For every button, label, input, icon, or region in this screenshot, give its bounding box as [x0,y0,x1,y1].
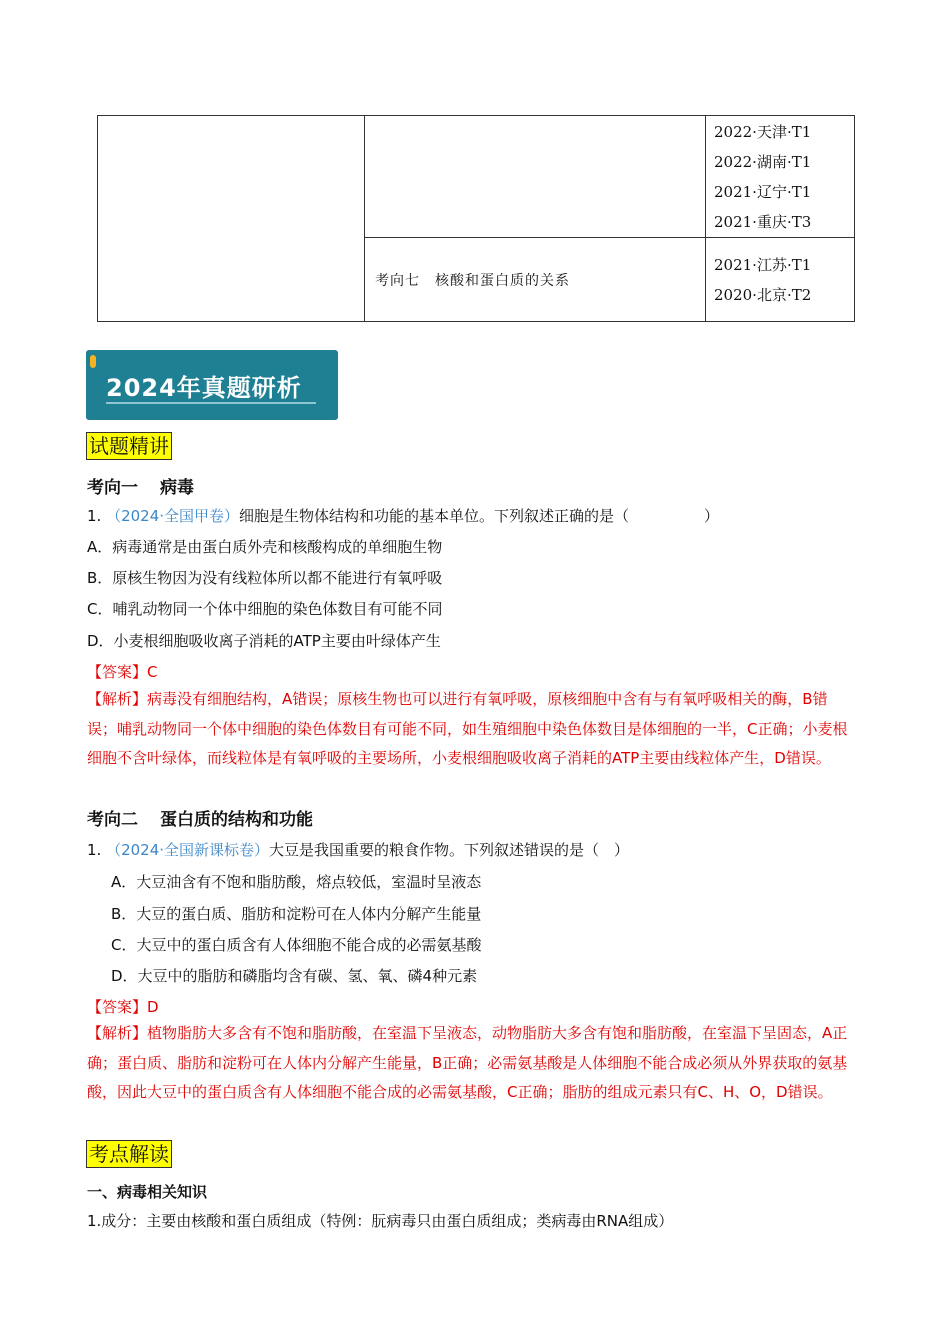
analysis-label: 【解析】 [87,1024,148,1042]
banner-underline [106,402,316,404]
option-d: D．小麦根细胞吸收离子消耗的ATP主要由叶绿体产生 [87,632,441,650]
analysis-text: 植物脂肪大多含有不饱和脂肪酸，在室温下呈液态，动物脂肪大多含有饱和脂肪酸，在室温下呈固态，A正确；蛋白质、脂肪和淀粉可在人体内分解产生能量，B正确；必需氨基酸是人体细胞不能合成必须从外界获取的氨基酸，因此大豆中的蛋白质含有人体细胞不能合成的必需氨基酸，C正确；脂肪的组成元素只有C、H、O，D错误。 [87,1024,848,1101]
table-cell-direction: 考向七 核酸和蛋白质的关系 [365,238,706,322]
section-banner [86,350,338,420]
key-points-heading: 考点解读 [86,1140,172,1168]
table-cell-empty [365,116,706,238]
year-item: 2021·江苏·T1 [714,255,812,274]
table-cell-empty [98,116,365,322]
question-number: 1. [87,841,102,859]
direction-title: 蛋白质的结构和功能 [160,810,313,830]
direction-label: 考向二 [87,810,138,830]
direction-title: 病毒 [160,478,194,498]
question-text: 大豆是我国重要的粮食作物。下列叙述错误的是（ ） [269,841,630,859]
answer: 【答案】C [87,663,158,681]
virus-heading: 一、病毒相关知识 [87,1183,208,1201]
option-c: C．大豆中的蛋白质含有人体细胞不能合成的必需氨基酸 [111,936,482,954]
answer: 【答案】D [87,998,159,1016]
option-b: B．大豆的蛋白质、脂肪和淀粉可在人体内分解产生能量 [111,905,482,923]
direction-heading [87,473,194,498]
exam-heading: 试题精讲 [86,432,172,460]
direction-heading [87,805,313,830]
year-item: 2021·辽宁·T1 [714,182,812,201]
exam-direction-table [97,115,855,322]
option-d: D．大豆中的脂肪和磷脂均含有碳、氢、氧、磷4种元素 [111,967,478,985]
question-stem [87,839,629,860]
year-item: 2020·北京·T2 [714,285,812,304]
analysis [87,685,857,774]
virus-composition-line: 1.成分：主要由核酸和蛋白质组成（特例：朊病毒只由蛋白质组成；类病毒由RNA组成） [87,1212,674,1230]
option-a: A．大豆油含有不饱和脂肪酸，熔点较低，室温时呈液态 [111,873,482,891]
analysis [87,1019,857,1108]
analysis-label: 【解析】 [87,690,148,708]
banner-title: 2024年真题研析 [106,374,302,402]
year-item: 2021·重庆·T3 [714,212,812,231]
table-cell-years [706,238,855,322]
year-item: 2022·湖南·T1 [714,152,812,171]
option-c: C．哺乳动物同一个体中细胞的染色体数目有可能不同 [87,600,443,618]
question-number: 1. [87,507,102,525]
analysis-text: 病毒没有细胞结构，A错误；原核生物也可以进行有氧呼吸，原核细胞中含有与有氧呼吸相关的酶，B错误；哺乳动物同一个体中细胞的染色体数目有可能不同，如生殖细胞中染色体数目是体细胞的一半，C正确；小麦根细胞不含叶绿体，而线粒体是有氧呼吸的主要场所，小麦根细胞吸收离子消耗的ATP主要由线粒体产生，D错误。 [87,690,848,767]
question-source: （2024·全国甲卷） [106,507,240,525]
question-source: （2024·全国新课标卷） [106,841,270,859]
question-text: 细胞是生物体结构和功能的基本单位。下列叙述正确的是（ ） [239,507,720,525]
year-item: 2022·天津·T1 [714,122,812,141]
direction-label: 考向一 [87,478,138,498]
banner-accent-icon [90,355,96,368]
option-a: A．病毒通常是由蛋白质外壳和核酸构成的单细胞生物 [87,538,443,556]
question-stem [87,505,719,526]
option-b: B．原核生物因为没有线粒体所以都不能进行有氧呼吸 [87,569,443,587]
table-cell-years [706,116,855,238]
